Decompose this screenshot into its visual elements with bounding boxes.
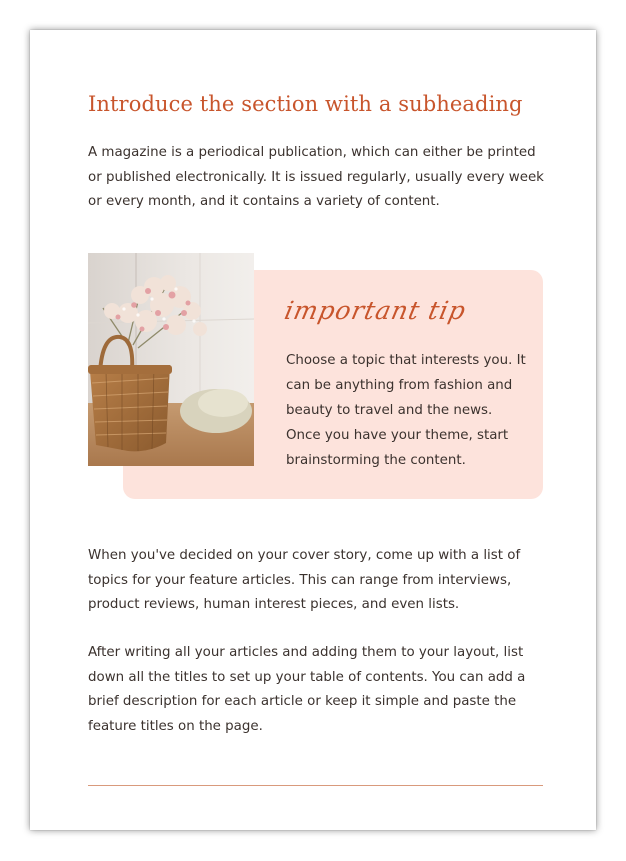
tip-text: Choose a topic that interests you. It can be anything from fashion and beauty to travel and the news. Once you have your theme, start brainstorming the content. <box>286 353 526 468</box>
section-subheading: Introduce the section with a subheading <box>88 92 523 116</box>
paragraph-table-of-contents: After writing all your articles and adding them to your layout, list down all the titles to set up your table of contents. You can add a brief description for each article or keep it simple and paste the feature titles on the page. <box>88 645 526 734</box>
footer-divider <box>88 785 543 786</box>
document-page <box>30 30 596 830</box>
photo-wicker-basket-flowers <box>88 253 254 466</box>
intro-paragraph: A magazine is a periodical publication, which can either be printed or published electronically. It is issued regularly, usually every week or every month, and it contains a variety of content. <box>88 145 544 209</box>
paragraph-feature-articles: When you've decided on your cover story, come up with a list of topics for your feature articles. This can range from interviews, product reviews, human interest pieces, and even lists. <box>88 548 521 612</box>
tip-title: important tip <box>281 296 469 325</box>
